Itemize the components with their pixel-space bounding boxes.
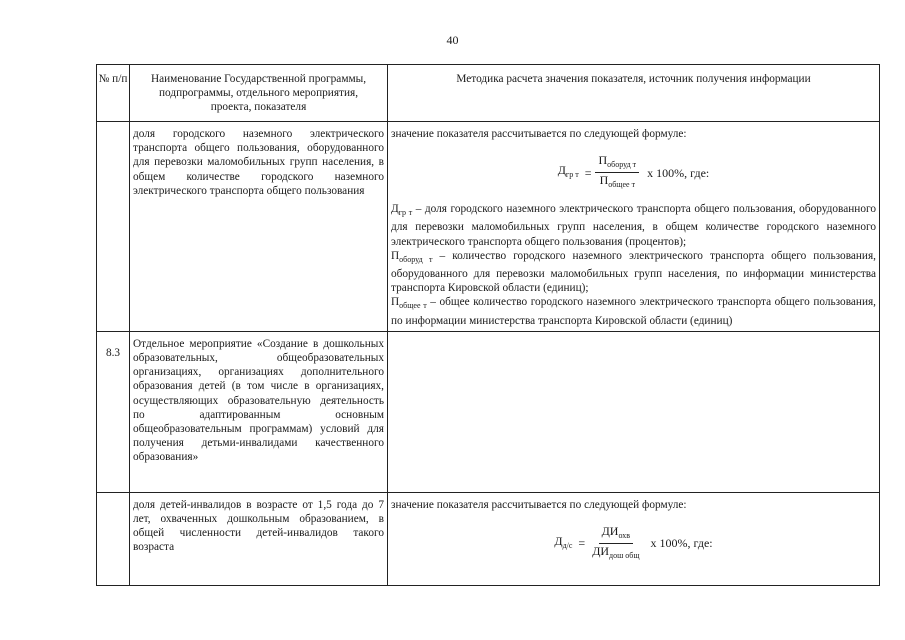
row-number: 8.3 bbox=[97, 331, 130, 492]
table-header-row bbox=[97, 65, 880, 122]
formula-numerator: $П_{оборуд т}$ bbox=[595, 153, 639, 173]
definition-item: $П_{оборуд т}$ – количество городского наземного электрического транспорта общего пользования, оборудованного для перевозки маломобильных групп населения, по информации министерства транспорта Кировской области (единиц); bbox=[391, 249, 876, 295]
definition-item: $Д_{гр т}$ – доля городского наземного электрического транспорта общего пользования, оборудованного для перевозки маломобильных групп населения, в общем количестве городского наземного электрического транспорта общего пользования (процентов); bbox=[391, 203, 876, 248]
table-row bbox=[97, 122, 880, 332]
header-name: Наименование Государственной программы, подпрограммы, отдельного мероприятия, проекта, показателя bbox=[130, 65, 388, 122]
formula-fraction bbox=[589, 524, 642, 563]
formula-fraction bbox=[595, 153, 639, 192]
method-intro: значение показателя рассчитывается по следующей формуле: bbox=[391, 128, 687, 140]
formula-denominator: $ДИ_{дош общ}$ bbox=[592, 544, 640, 561]
formula-equals: = bbox=[578, 536, 586, 551]
formula-equals: = bbox=[584, 165, 592, 180]
indicator-table bbox=[96, 64, 880, 586]
formula-lhs: $Д_{гр т}$ bbox=[557, 163, 579, 180]
formula-numerator: $ДИ_{охв}$ bbox=[599, 524, 633, 544]
method-cell bbox=[388, 122, 880, 332]
definition-item: $П_{общее т}$ – общее количество городского наземного электрического транспорта общего пользования, по информации министерства транспорта Кировской области (единиц) bbox=[391, 296, 877, 327]
method-cell bbox=[388, 492, 880, 585]
row-number bbox=[97, 492, 130, 585]
indicator-name: доля городского наземного электрического транспорта общего пользования, оборудованного для перевозки маломобильных групп населения, в общем количестве городского наземного электрического транспорта общего пользования bbox=[130, 122, 388, 332]
method-intro: значение показателя рассчитывается по следующей формуле: bbox=[391, 498, 687, 511]
table-row bbox=[97, 492, 880, 585]
formula-tail: х 100%, где: bbox=[647, 165, 710, 180]
header-method: Методика расчета значения показателя, источник получения информации bbox=[388, 65, 880, 122]
row-number bbox=[97, 122, 130, 332]
header-number: № п/п bbox=[97, 65, 130, 122]
formula bbox=[391, 524, 876, 563]
definitions bbox=[391, 202, 876, 328]
method-cell bbox=[388, 331, 880, 492]
page-number: 40 bbox=[446, 33, 459, 47]
formula-denominator: $П_{общее т}$ bbox=[599, 173, 636, 190]
formula bbox=[391, 153, 876, 192]
activity-name: Отдельное мероприятие «Создание в дошкольных образовательных, общеобразовательных организациях, организациях дополнительного образования детей (в том числе в организациях, осуществляющих образовательную деятельность по адаптированным основным общеобразовательным программам) условий для получения детьми-инвалидами качественного образования» bbox=[130, 331, 388, 492]
table-row bbox=[97, 331, 880, 492]
formula-tail: х 100%, где: bbox=[650, 536, 713, 551]
formula-lhs: $Д_{д/с}$ bbox=[554, 533, 573, 550]
indicator-name: доля детей-инвалидов в возрасте от 1,5 года до 7 лет, охваченных дошкольным образованием, в общей численности детей-инвалидов такого возраста bbox=[130, 492, 388, 585]
